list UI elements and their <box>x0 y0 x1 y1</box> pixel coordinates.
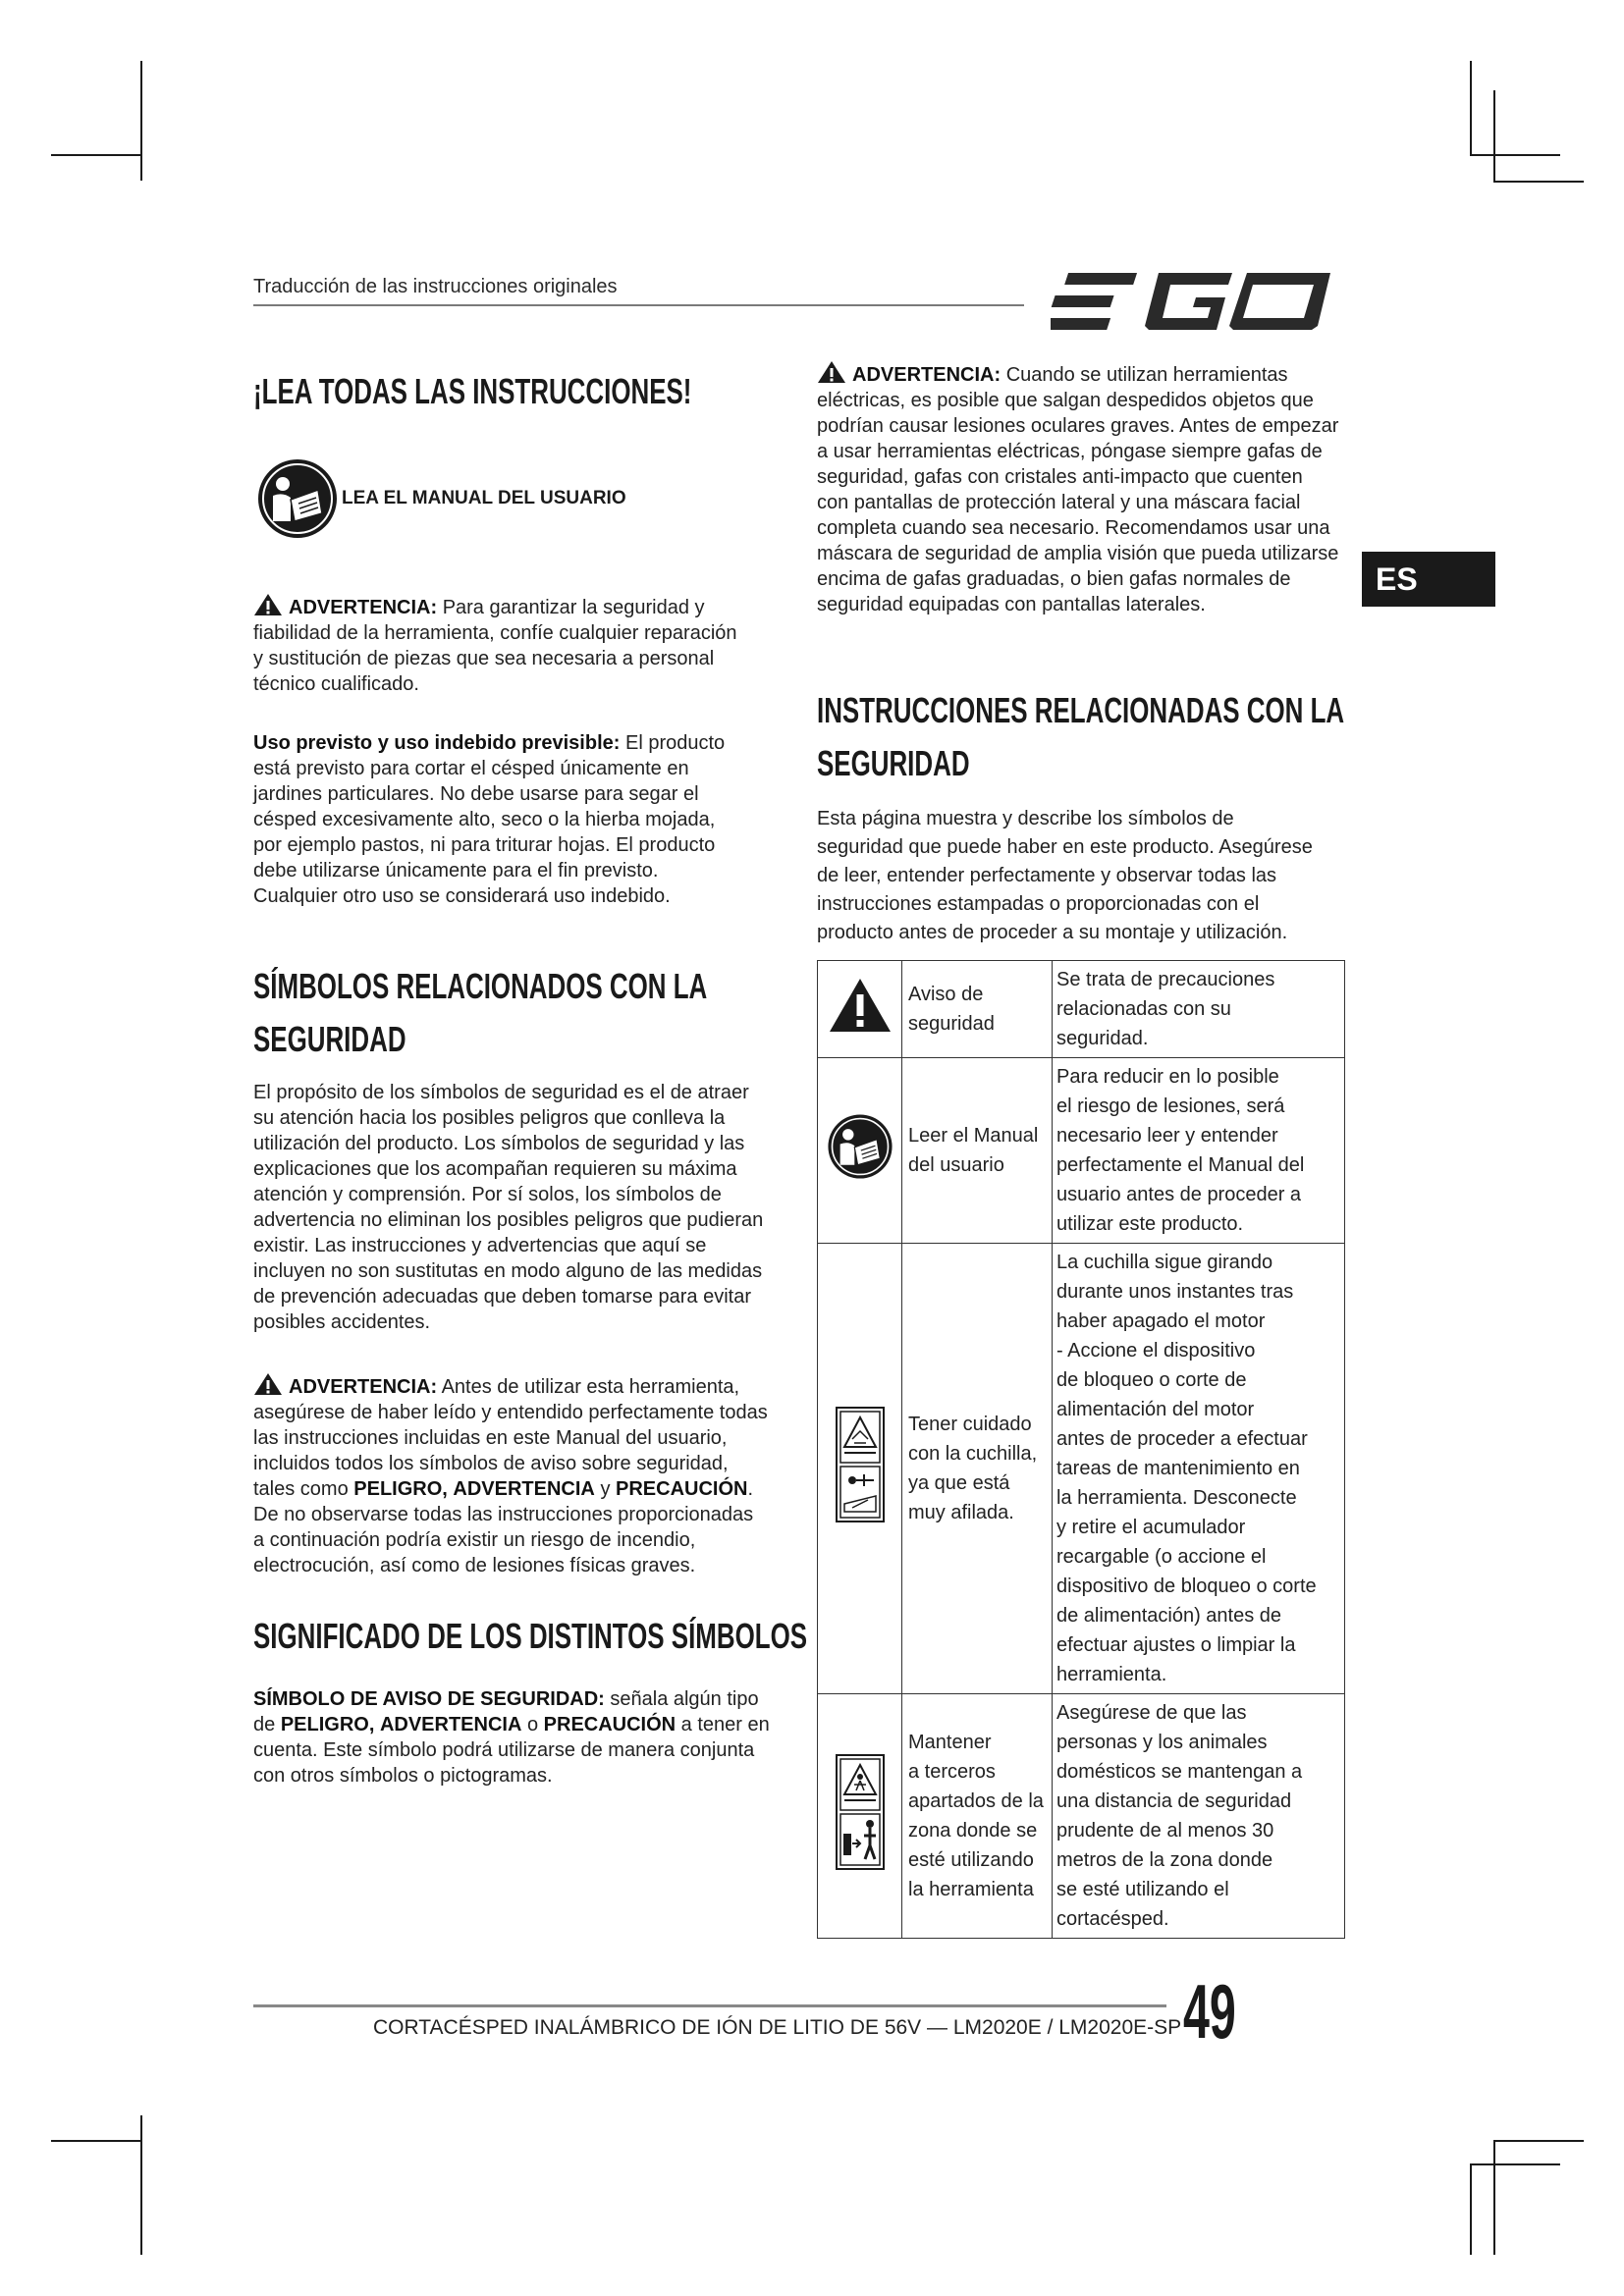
footer-rule <box>253 2004 1166 2007</box>
language-tab: ES <box>1362 552 1495 607</box>
alert-symbol-label: SÍMBOLO DE AVISO DE SEGURIDAD: <box>253 1688 605 1710</box>
warning-triangle-icon <box>828 977 893 1034</box>
symbol-description: Para reducir en lo posible el riesgo de lesiones, será necesario leer y entender perfectamente el Manual del usuario antes de proceder a utilizar este producto. <box>1053 1058 1345 1244</box>
symbol-name: Mantener a terceros apartados de la zona donde se esté utilizando la herramienta <box>902 1694 1053 1939</box>
crop-mark <box>1493 90 1495 181</box>
heading-safety-instructions: INSTRUCCIONES RELACIONADAS CON LA SEGURIDAD <box>817 690 1345 783</box>
symbol-description: La cuchilla sigue girando durante unos instantes tras haber apagado el motor - Accione el dispositivo de bloqueo o corte de alimentación del motor antes de proceder a efectuar tareas de mantenimiento en la herramienta. Desconecte y retire el acumulador recargable (o accione el dispositivo de bloqueo o corte de alimentación) antes de efectuar ajustes o limpiar la herramienta. <box>1053 1244 1345 1694</box>
symbol-description: Se trata de precauciones relacionadas con su seguridad. <box>1053 961 1345 1058</box>
footer-product-title: CORTACÉSPED INALÁMBRICO DE IÓN DE LITIO DE 56V — LM2020E / LM2020E-SP <box>373 2016 1182 2039</box>
table-row <box>818 1058 1345 1244</box>
warning-triangle-icon <box>253 1372 283 1396</box>
symbol-description: Asegúrese de que las personas y los animales domésticos se mantengan a una distancia de seguridad prudente de al menos 30 metros de la zona donde se esté utilizando el cortacésped. <box>1053 1694 1345 1939</box>
read-manual-icon <box>826 1112 894 1181</box>
crop-mark <box>140 61 142 181</box>
warning-repair-paragraph: ADVERTENCIA: Para garantizar la seguridad y fiabilidad de la herramienta, confíe cualquier reparación y sustitución de piezas que sea necesaria a personal técnico cualificado. <box>253 593 774 697</box>
intended-use-paragraph: Uso previsto y uso indebido previsible: El producto está previsto para cortar el césped únicamente en jardines particulares. No debe usarse para segar el césped excesivamente alto, seco o la hierba mojada, por ejemplo pastos, ni para triturar hojas. El producto debe utilizarse únicamente para el fin previsto. Cualquier otro uso se considerará uso indebido. <box>253 732 726 907</box>
safety-intro-paragraph: Esta página muestra y describe los símbolos de seguridad que puede haber en este producto. Asegúrese de leer, entender perfectamente y observar todas las instrucciones estampadas o proporcionadas con el producto antes de proceder a su montaje y utilización. <box>817 808 1313 943</box>
symbol-name: Aviso de seguridad <box>902 961 1053 1058</box>
crop-mark <box>1493 2140 1584 2142</box>
table-row <box>818 1244 1345 1694</box>
safety-symbols-table <box>817 960 1345 1939</box>
header-subtitle: Traducción de las instrucciones originales <box>253 276 618 297</box>
warning-label: ADVERTENCIA: <box>289 597 438 618</box>
warning-eye-protection-paragraph: ADVERTENCIA: Cuando se utilizan herramientas eléctricas, es posible que salgan despedidos objetos que podrían causar lesiones oculares graves. Antes de empezar a usar herramientas eléctricas, póngase siempre gafas de seguridad, gafas con cristales anti-impacto que cuenten con pantallas de protección lateral y una máscara facial completa cuando sea necesario. Recomendamos usar una máscara de seguridad de amplia visión que pueda utilizarse encima de gafas graduadas, o bien gafas normales de seguridad equipadas con pantallas laterales. <box>817 360 1352 617</box>
heading-read-instructions: ¡LEA TODAS LAS INSTRUCCIONES! <box>253 371 692 411</box>
safety-symbols-paragraph: El propósito de los símbolos de seguridad es el de atraer su atención hacia los posibles peligros que conlleva la utilización del producto. Los símbolos de seguridad y las explicaciones que los acompañan requieren su máxima atención y comprensión. Por sí solos, los símbolos de advertencia no eliminan los posibles peligros que pudieran existir. Las instrucciones y advertencias que aquí se incluyen no son sustitutas en modo alguno de las medidas de prevención adecuadas que deben tomarse para evitar posibles accidentes. <box>253 1082 764 1333</box>
warning-triangle-icon <box>253 593 283 616</box>
crop-mark <box>51 2140 141 2142</box>
table-row <box>818 1694 1345 1939</box>
intended-use-label: Uso previsto y uso indebido previsible: <box>253 732 621 754</box>
ego-logo <box>1051 267 1345 336</box>
blade-hazard-icon <box>835 1406 886 1523</box>
keep-bystanders-away-icon <box>835 1753 886 1871</box>
heading-safety-symbols: SÍMBOLOS RELACIONADOS CON LA SEGURIDAD <box>253 966 708 1059</box>
header-rule <box>253 304 1024 306</box>
alert-symbol-paragraph: SÍMBOLO DE AVISO DE SEGURIDAD: señala algún tipo de PELIGRO, ADVERTENCIA o PRECAUCIÓN a tener en cuenta. Este símbolo podrá utilizarse de manera conjunta con otros símbolos o pictogramas. <box>253 1688 770 1787</box>
crop-mark <box>1470 61 1472 155</box>
warning-triangle-icon <box>817 360 846 384</box>
symbol-name: Leer el Manual del usuario <box>902 1058 1053 1244</box>
warning-label: ADVERTENCIA: <box>852 364 1001 386</box>
warning-label: ADVERTENCIA: <box>289 1376 438 1398</box>
crop-mark <box>140 2115 142 2255</box>
read-manual-row <box>255 456 626 541</box>
crop-mark <box>1470 2163 1472 2255</box>
crop-mark <box>1493 2140 1495 2255</box>
read-manual-icon <box>255 456 340 541</box>
crop-mark <box>1470 154 1560 156</box>
warning-read-manual-paragraph: ADVERTENCIA: Antes de utilizar esta herramienta, asegúrese de haber leído y entendido perfectamente todas las instrucciones incluidas en este Manual del usuario, incluidos todos los símbolos de aviso sobre seguridad, tales como PELIGRO, ADVERTENCIA y PRECAUCIÓN. De no observarse todas las instrucciones proporcionadas a continuación podría existir un riesgo de incendio, electrocución, así como de lesiones físicas graves. <box>253 1372 784 1578</box>
crop-mark <box>1470 2163 1560 2165</box>
heading-symbol-meanings: SIGNIFICADO DE LOS DISTINTOS SÍMBOLOS <box>253 1616 808 1656</box>
table-row <box>818 961 1345 1058</box>
read-manual-label: LEA EL MANUAL DEL USUARIO <box>342 488 626 508</box>
crop-mark <box>51 154 141 156</box>
symbol-name: Tener cuidado con la cuchilla, ya que está muy afilada. <box>902 1244 1053 1694</box>
page-number: 49 <box>1183 1968 1236 2055</box>
crop-mark <box>1493 181 1584 183</box>
